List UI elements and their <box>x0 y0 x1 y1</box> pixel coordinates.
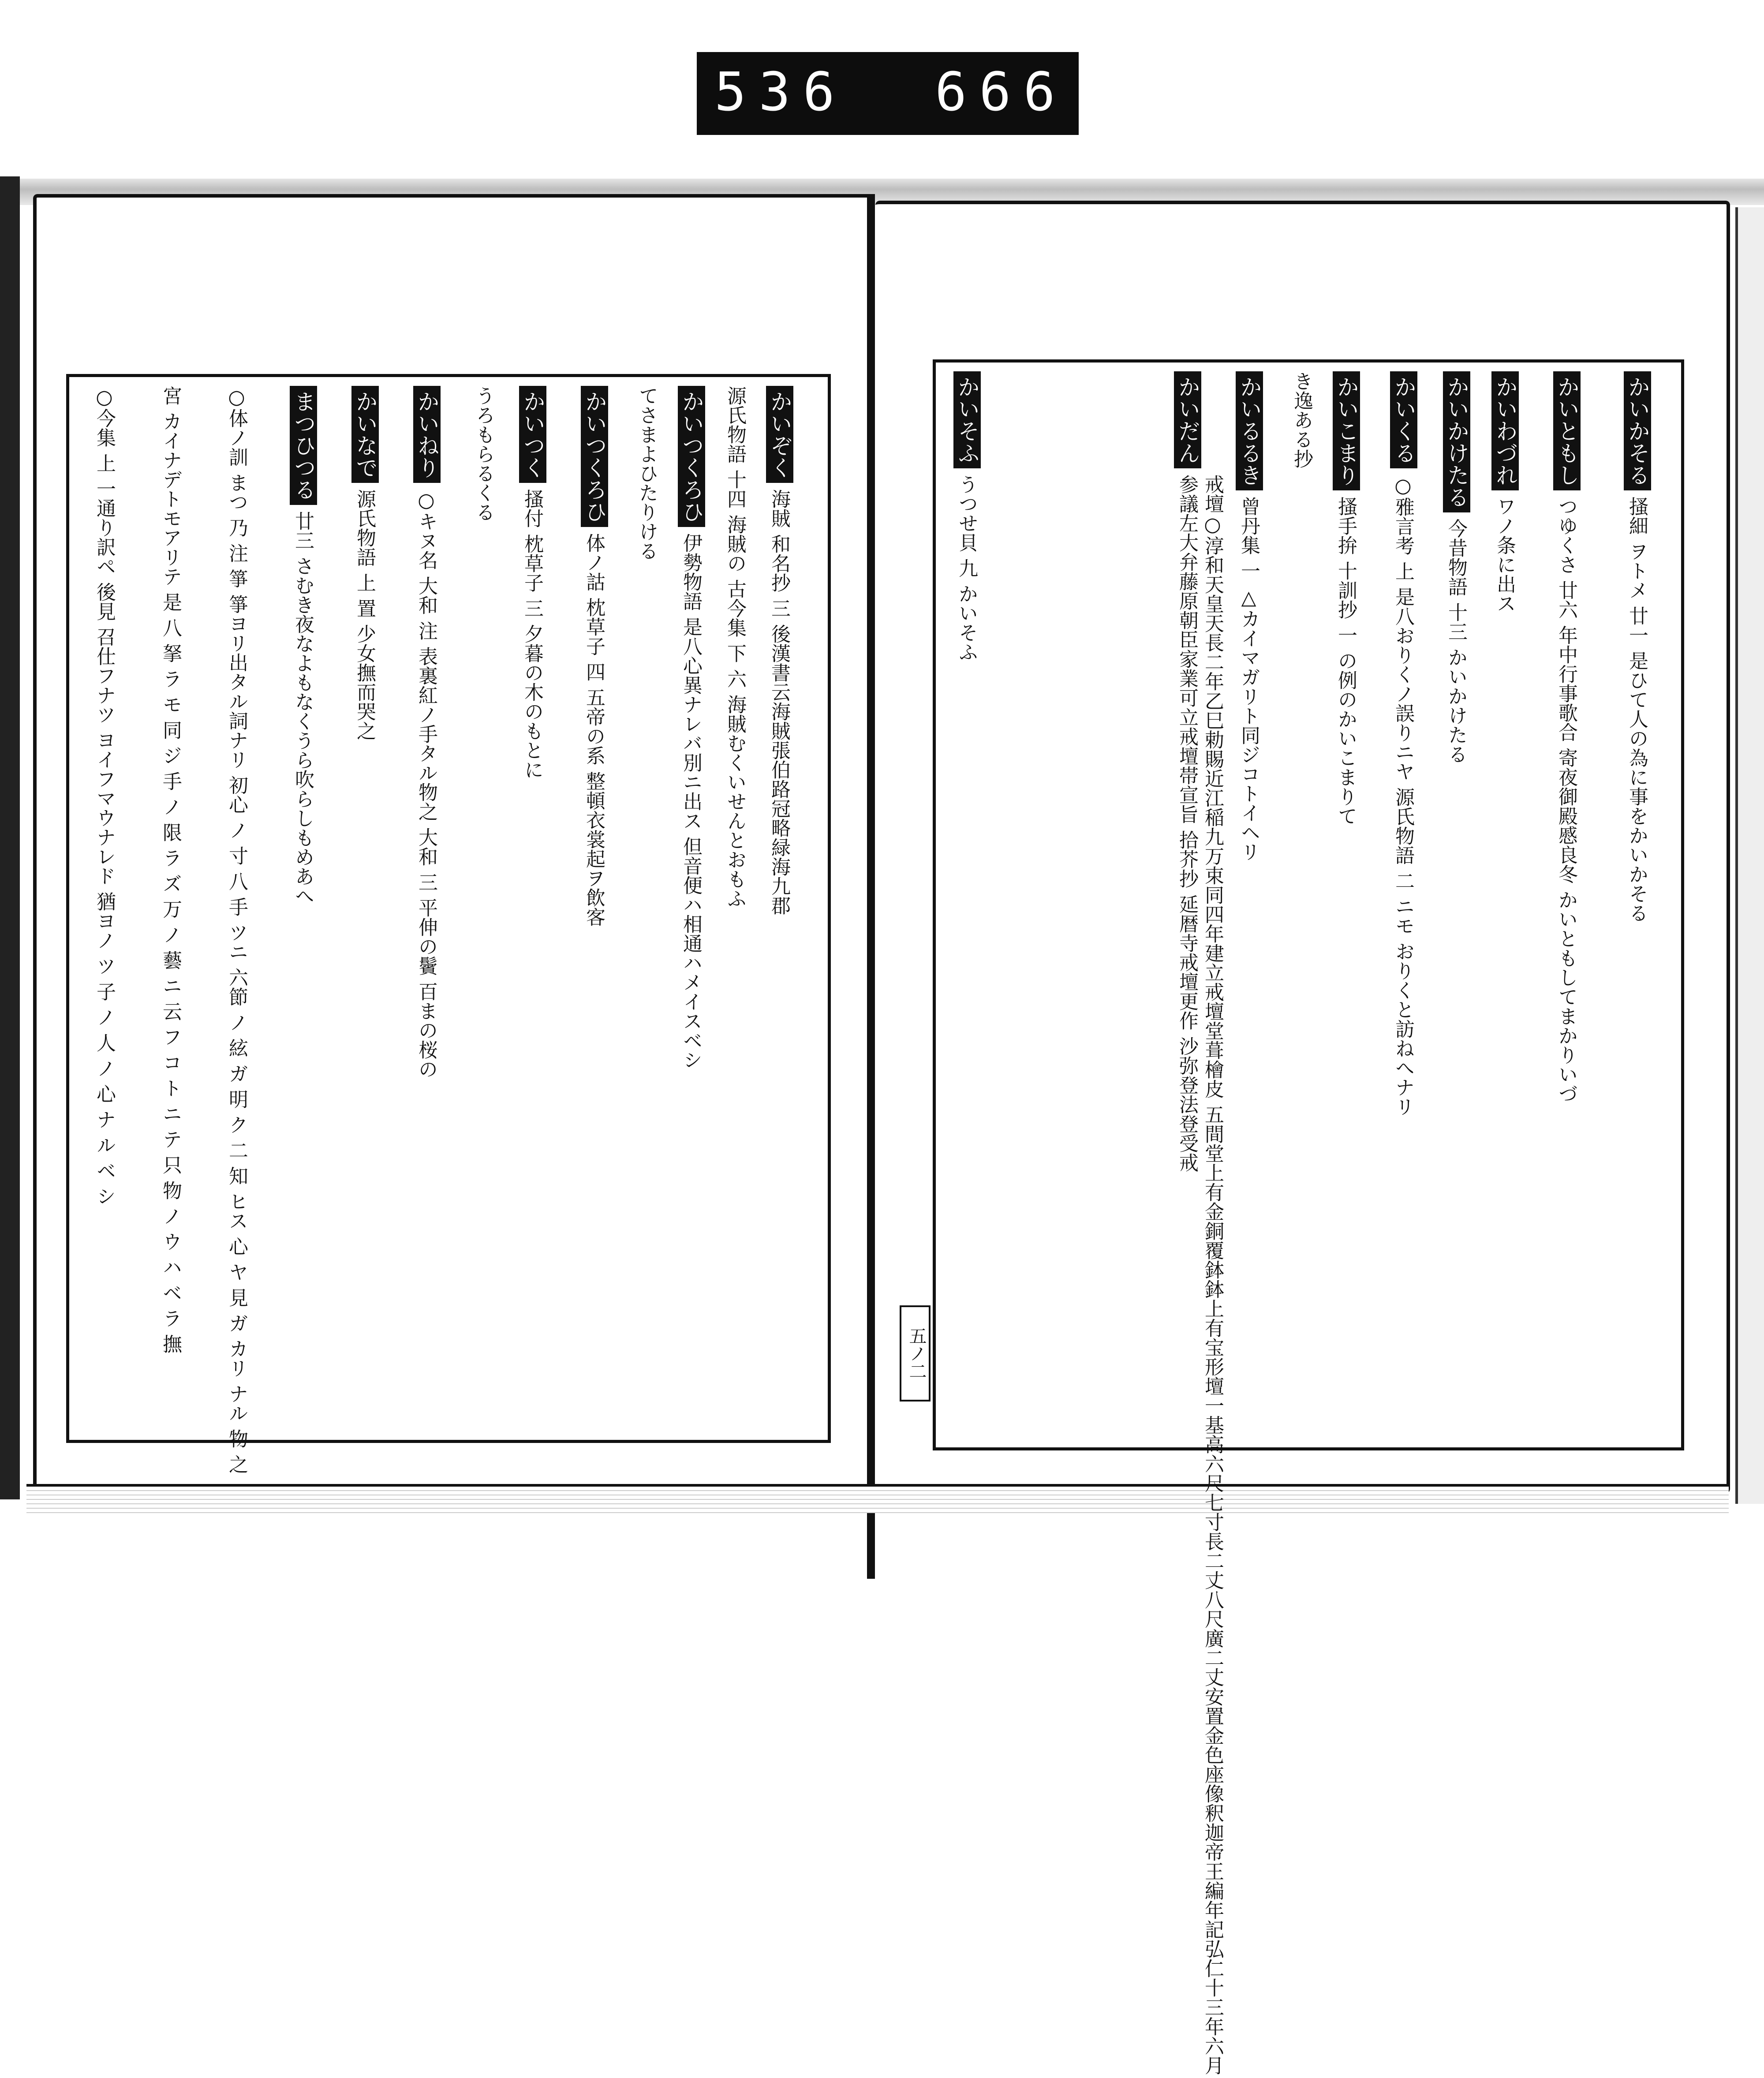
entry-text: 体ノ詁 枕草子 四 五帝の系 整頓衣裳起ヲ飲客 <box>581 533 606 927</box>
entry-text: 廿三 さむき夜なよもなくうら吹らしもめあへ <box>290 511 315 905</box>
entry-column <box>678 386 705 1069</box>
entry-text: ○体ノ訓 まつ 乃 注 箏 箏ヨリ出タル詞ナリ 初心 ノ 寸 八 手 ツニ 六節 ノ 絃 ガ 明 ク 二 知 ヒス 心 ヤ 見 ガ カリ ナル 物 之 <box>224 386 249 1474</box>
left-text-frame <box>66 374 831 1443</box>
entry-column <box>634 386 661 561</box>
entry-column <box>953 371 981 662</box>
entry-text: 戒壇○淳和天皇天長二年乙巳勅賜近江稲九万束同四年建立戒壇堂葺檜皮 五間堂上有金銅覆鉢鉢上有宝形壇一基高六尺七寸長二丈八尺廣二丈安置金色座像釈迦帝王編年記弘仁十三年六月参議左大弁藤原朝臣家業可立戒壇帯宣旨 拾芥抄 延暦寺戒壇更作 沙弥登法登受戒 <box>1174 475 1225 2078</box>
entry-heading: かいぞく <box>766 386 793 483</box>
entry-text: 搔細 ヲトメ 廿一 是ひて人の為に事をかいかそる <box>1624 497 1649 923</box>
entry-text: 源氏物語 上 置 少女撫而哭之 <box>351 489 377 740</box>
entry-text: ワノ条に出ス <box>1491 497 1517 613</box>
entry-heading: かいわづれ <box>1491 371 1519 490</box>
entry-column <box>157 386 185 1353</box>
entry-column <box>1289 371 1316 468</box>
entry-heading: かいかそる <box>1624 371 1651 490</box>
entry-column <box>519 386 546 779</box>
entry-column <box>1236 371 1263 861</box>
entry-text: 曾丹集 一 △カイマガリト同ジコトイヘリ <box>1236 497 1261 861</box>
entry-text: てさまよひたりける <box>634 386 659 561</box>
entry-column <box>224 386 251 1474</box>
entry-heading: まつひつる <box>290 386 317 505</box>
entry-heading: かいつく <box>519 386 546 483</box>
entry-column <box>471 386 498 522</box>
entry-text: ○キヌ名 大和 注 表裏紅ノ手タル物之 大和 三 平伸の鬢 百まの桜の <box>413 489 439 1079</box>
entry-text: つゆくさ 廿六 年中行事歌合 寄夜御殿慼良冬 かいともしてまかりいづ <box>1553 497 1579 1103</box>
entry-text: き逸ある抄 <box>1289 371 1314 468</box>
label-number-right: 666. <box>935 62 1112 123</box>
entry-heading: かいなで <box>351 386 379 483</box>
entry-text: 海賊 和名抄 三 後漢書云海賊張伯路冠略緑海九郡 <box>766 489 792 915</box>
entry-column <box>1174 371 1201 2078</box>
scan-label <box>697 52 1079 135</box>
entry-heading: かいこまり <box>1333 371 1360 490</box>
entry-column <box>351 386 379 740</box>
entry-heading: かいるるき <box>1236 371 1263 490</box>
entry-text: ○今集 上 一通り訳ペ 後見 召仕フナツ ヨイフマウナレド 猶ヨノ ツ 子 ノ 人 ノ 心 ナ ル ベ シ <box>91 386 117 1206</box>
entry-text: 宮 カイナデトモアリテ 是 八 拏 ラ モ 同 ジ 手 ノ 限 ラ ズ 万 ノ 藝 ニ 云 フ コ ト ニ テ 只 物 ノ ウ ハ ベ ラ 撫 <box>157 386 183 1353</box>
entry-column <box>766 386 793 915</box>
entry-column <box>413 386 441 1079</box>
entry-text: うつせ貝 九 かいそふ <box>953 475 979 662</box>
entry-column <box>1491 371 1519 613</box>
entry-heading: かいかけたる <box>1443 371 1470 512</box>
entry-column <box>1624 371 1651 923</box>
entry-heading: かいくる <box>1390 371 1417 468</box>
entry-heading: かいそふ <box>953 371 981 468</box>
entry-heading: かいねり <box>413 386 441 483</box>
entry-heading: かいつくろひ <box>581 386 608 527</box>
book-left-edge <box>0 176 20 1499</box>
entry-text: 伊勢物語 是八心異ナレバ別ニ出ス 但音便ハ相通ハメイスベシ <box>678 533 703 1069</box>
entry-column <box>91 386 119 1206</box>
entry-column <box>290 386 317 905</box>
entry-heading: かいつくろひ <box>678 386 705 527</box>
entry-text: 搔手拚 十訓抄 一 の例のかいこまりて <box>1333 497 1358 826</box>
entry-text: 源氏物語 十四 海賊の 古今集 下 六 海賊むくいせんとおもふ <box>722 386 747 908</box>
entry-column <box>1443 371 1470 764</box>
entry-text: 搔付 枕草子 三 夕暮の木のもとに <box>519 489 545 779</box>
page-folio: 五ノ二 <box>900 1305 931 1402</box>
book-right-edge <box>1735 207 1764 1504</box>
entry-column <box>1553 371 1581 1103</box>
book-bottom-edge <box>26 1484 1729 1513</box>
entry-column <box>581 386 608 927</box>
entry-text: うろもらるくる <box>471 386 496 522</box>
entry-heading: かいだん <box>1174 371 1201 468</box>
right-text-frame <box>933 359 1684 1450</box>
entry-text: 今昔物語 十三 かいかけたる <box>1443 519 1469 764</box>
entry-column <box>722 386 749 908</box>
entry-heading: かいともし <box>1553 371 1581 490</box>
book-gutter <box>867 194 875 1579</box>
entry-column <box>1333 371 1360 826</box>
entry-text: ○雅言考 上 是八おりくノ誤りニヤ 源氏物語 二 ニモ おりくと訪ねへナリ <box>1390 475 1416 1116</box>
label-number-left: 536 <box>714 62 847 123</box>
entry-column <box>1390 371 1417 1116</box>
